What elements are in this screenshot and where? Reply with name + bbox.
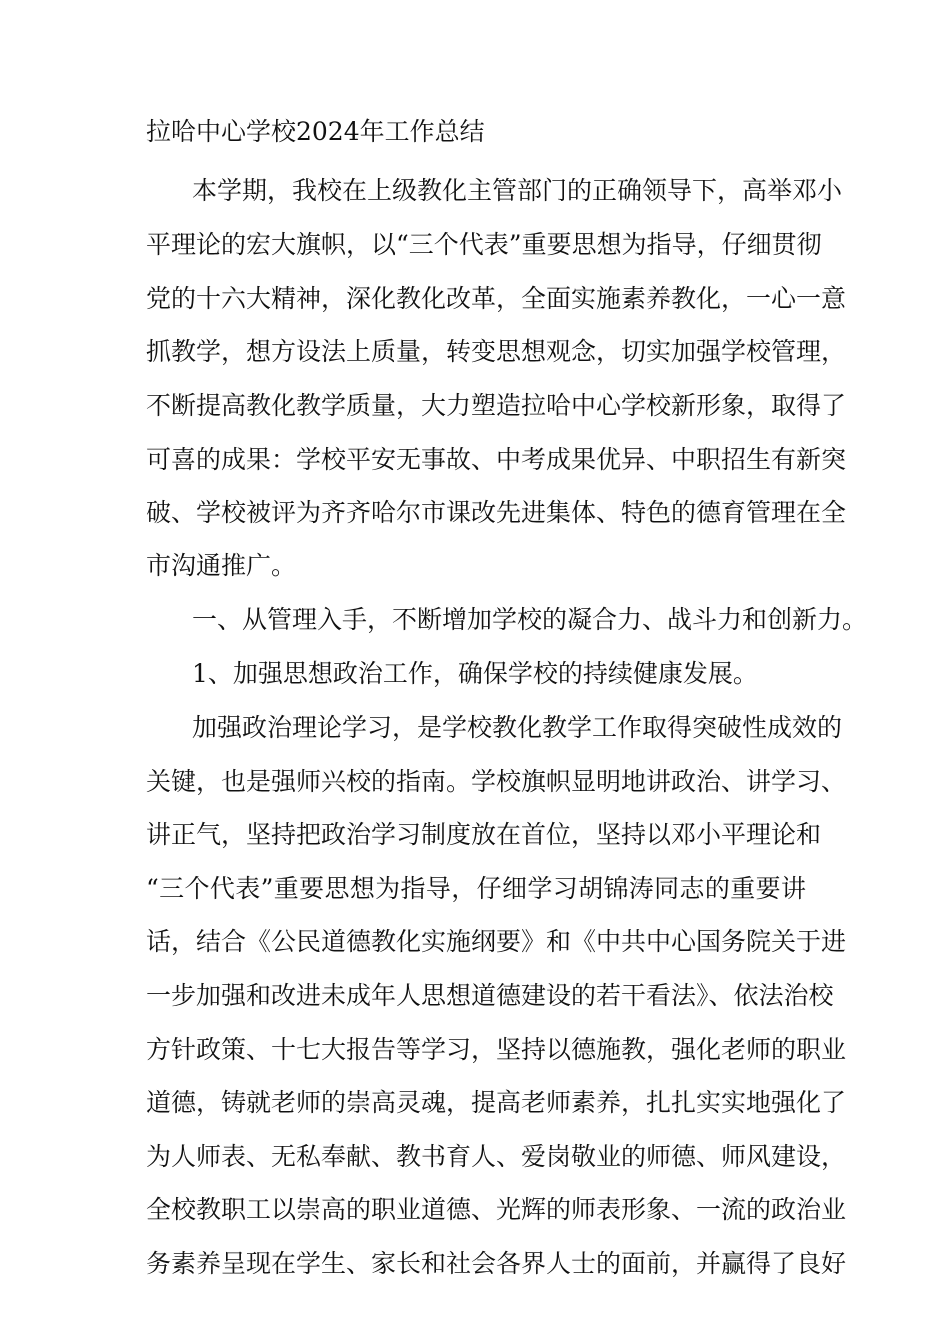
paragraph-line: 可喜的成果：学校平安无事故、中考成果优异、中职招生有新突 xyxy=(146,445,847,474)
paragraph-line: 关键，也是强师兴校的指南。学校旗帜显明地讲政治、讲学习、 xyxy=(146,767,847,796)
paragraph-line: 道德，铸就老师的崇高灵魂，提高老师素养，扎扎实实地强化了 xyxy=(146,1088,847,1117)
section-heading: 一、从管理入手，不断增加学校的凝合力、战斗力和创新力。 xyxy=(192,605,868,634)
paragraph-line: 平理论的宏大旗帜，以“三个代表”重要思想为指导，仔细贯彻 xyxy=(146,230,822,259)
document-title: 拉哈中心学校2024年工作总结 xyxy=(146,117,485,146)
paragraph-line: 方针政策、十七大报告等学习，坚持以德施教，强化老师的职业 xyxy=(146,1035,847,1064)
paragraph-line: 讲正气，坚持把政治学习制度放在首位，坚持以邓小平理论和 xyxy=(146,820,822,849)
paragraph-line: 不断提高教化教学质量，大力塑造拉哈中心学校新形象，取得了 xyxy=(146,391,847,420)
paragraph-line: 话，结合《公民道德教化实施纲要》和《中共中心国务院关于进 xyxy=(146,927,847,956)
paragraph-line: 务素养呈现在学生、家长和社会各界人士的面前，并赢得了良好 xyxy=(146,1249,847,1278)
paragraph-line: 一步加强和改进未成年人思想道德建设的若干看法》、依法治校 xyxy=(146,981,834,1010)
paragraph-line: 为人师表、无私奉献、教书育人、爱岗敬业的师德、师风建设， xyxy=(146,1142,847,1171)
paragraph-line: 本学期，我校在上级教化主管部门的正确领导下，高举邓小 xyxy=(192,176,843,205)
paragraph-line: 破、学校被评为齐齐哈尔市课改先进集体、特色的德育管理在全 xyxy=(146,498,847,527)
paragraph-line: 全校教职工以崇高的职业道德、光辉的师表形象、一流的政治业 xyxy=(146,1195,847,1224)
paragraph-line: 抓教学，想方设法上质量，转变思想观念，切实加强学校管理， xyxy=(146,337,847,366)
paragraph-line: 市沟通推广。 xyxy=(146,551,297,580)
subsection-heading: 1、加强思想政治工作，确保学校的持续健康发展。 xyxy=(192,659,758,688)
paragraph-line: 加强政治理论学习，是学校教化教学工作取得突破性成效的 xyxy=(192,713,843,742)
paragraph-line: 党的十六大精神，深化教化改革，全面实施素养教化，一心一意 xyxy=(146,284,847,313)
paragraph-line: “三个代表”重要思想为指导，仔细学习胡锦涛同志的重要讲 xyxy=(146,874,806,903)
